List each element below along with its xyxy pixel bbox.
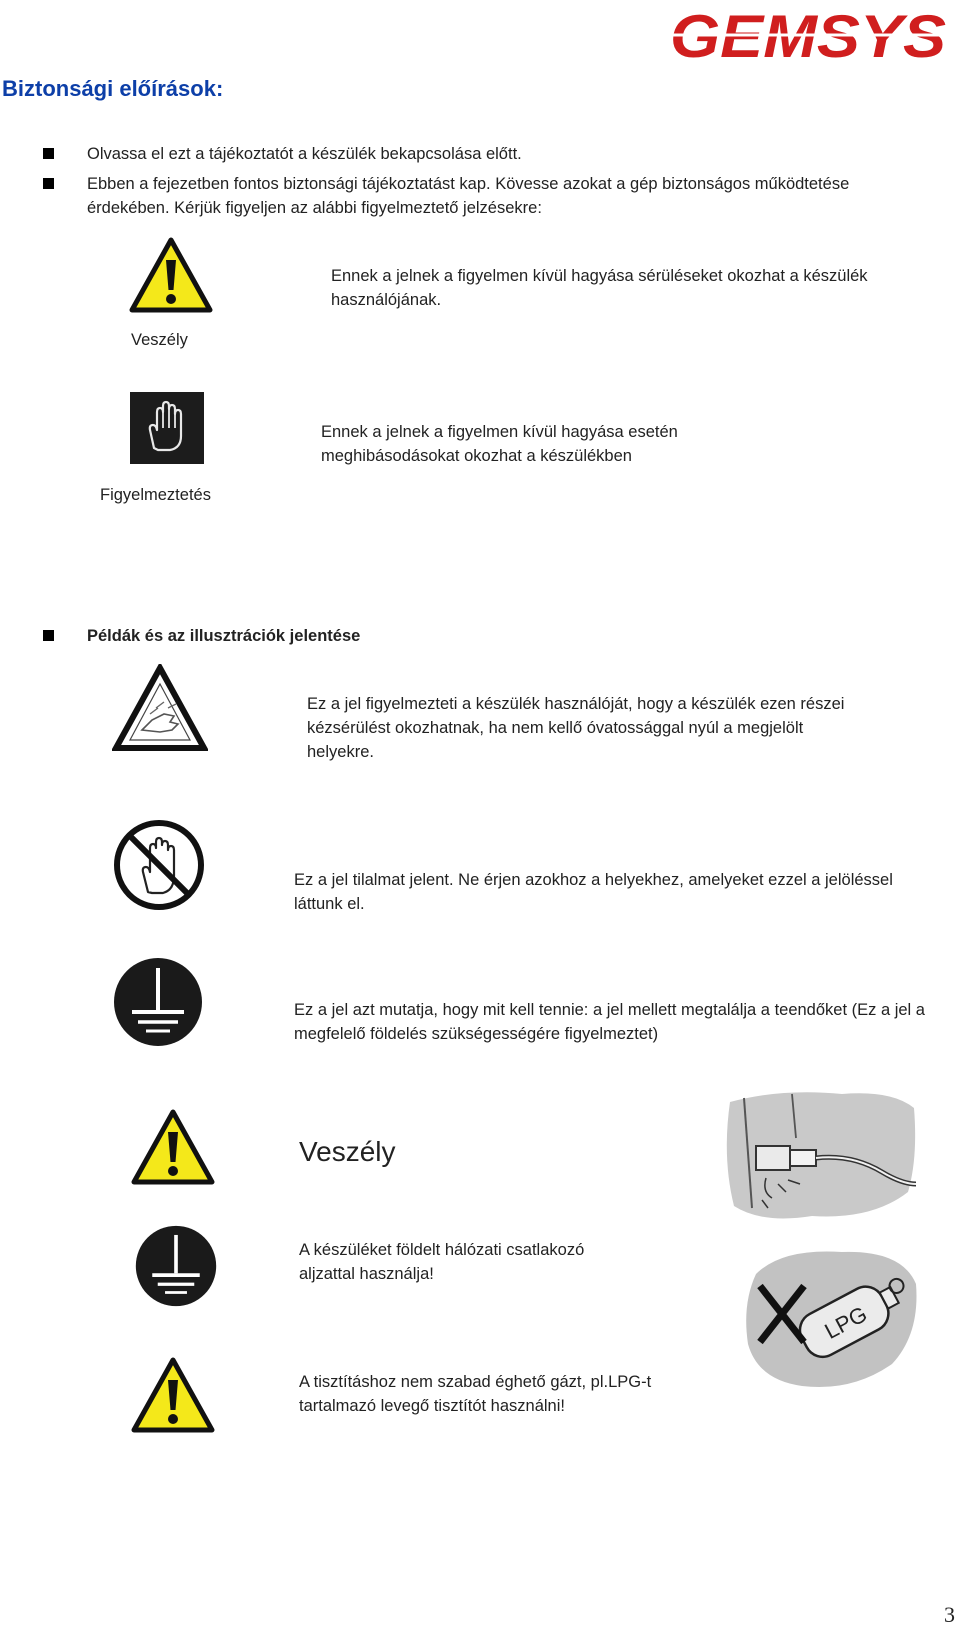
stop-hand-icon — [130, 392, 204, 464]
bullet-icon — [43, 630, 54, 641]
warning-triangle-icon — [130, 1356, 216, 1434]
examples-heading: Példák és az illusztrációk jelentése — [87, 627, 361, 645]
lpg-label: LPG — [820, 1301, 872, 1344]
no-touch-icon — [112, 818, 206, 912]
gemsys-logo — [668, 4, 950, 66]
ground-icon — [112, 956, 204, 1048]
svg-text:GEMSYS: GEMSYS — [670, 4, 946, 66]
example-text-3: Ez a jel azt mutatja, hogy mit kell tennie: a jel mellett megtalálja a teendőket (Ez a jel a megfelelő földelés szükségességére figyelmeztet) — [294, 1001, 925, 1043]
danger-signal-text: Ennek a jelnek a figyelmen kívül hagyása sérüléseket okozhat a készülék használójának. — [331, 267, 868, 309]
page-title: Biztonsági előírások: — [2, 76, 224, 101]
example-text-2: Ez a jel tilalmat jelent. Ne érjen azokhoz a helyekhez, amelyeket ezzel a jelöléssel láttunk el. — [294, 871, 893, 913]
ground-icon — [134, 1224, 218, 1308]
bullet-icon — [43, 178, 54, 189]
hand-injury-triangle-icon — [112, 664, 208, 752]
warning-triangle-icon — [128, 236, 214, 314]
danger-label: Veszély — [299, 1136, 396, 1167]
warning-triangle-icon — [130, 1108, 216, 1186]
no-flammable-gas-text: A tisztításhoz nem szabad éghető gázt, pl.LPG-t tartalmazó levegő tisztítót használni! — [299, 1373, 652, 1415]
intro-item-1: Olvassa el ezt a tájékoztatót a készülék bekapcsolása előtt. — [87, 145, 522, 163]
no-lpg-illustration — [742, 1244, 920, 1394]
caution-signal-text: Ennek a jelnek a figyelmen kívül hagyása esetén meghibásodásokat okozhat a készülékben — [321, 423, 678, 465]
example-text-1: Ez a jel figyelmezteti a készülék használóját, hogy a készülék ezen részei kézsérülést okozhatnak, ha nem kellő óvatossággal nyúl a megjelölt helyekre. — [307, 695, 845, 761]
grounded-socket-text: A készüléket földelt hálózati csatlakozó aljzattal használja! — [299, 1241, 585, 1283]
page-number: 3 — [944, 1602, 955, 1627]
danger-caption: Veszély — [131, 331, 188, 349]
caution-caption: Figyelmeztetés — [100, 486, 211, 504]
plug-socket-illustration — [722, 1088, 918, 1226]
bullet-icon — [43, 148, 54, 159]
intro-item-2: Ebben a fejezetben fontos biztonsági tájékoztatást kap. Kövesse azokat a gép biztonságos működtetése érdekében. Kérjük figyeljen az alábbi figyelmeztető jelzésekre: — [87, 175, 850, 217]
